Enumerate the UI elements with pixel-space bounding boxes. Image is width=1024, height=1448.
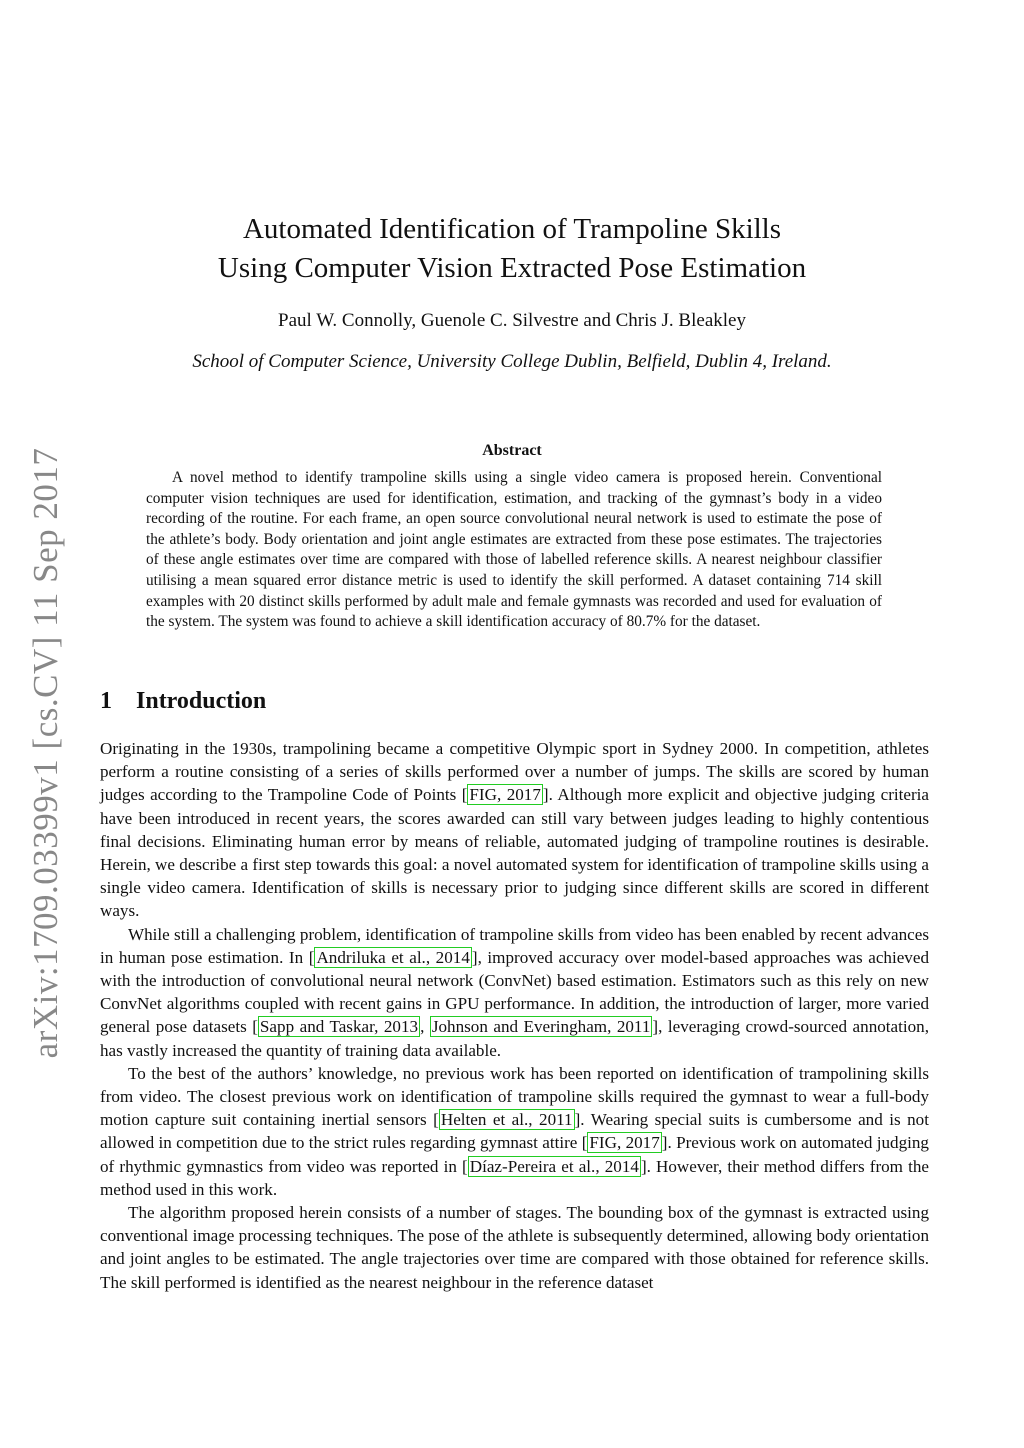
paragraph-3 — [100, 1062, 929, 1201]
section-number: 1 — [100, 688, 112, 714]
arxiv-stamp: arXiv:1709.03399v1 [cs.CV] 11 Sep 2017 — [26, 447, 65, 1059]
citation-link[interactable]: FIG, 2017 — [469, 785, 541, 805]
text-span: ]. Although more explicit and objective judging criteria have been introduced in recent years, the scores awarded can still vary between judges leading to highly contentious final decisions. Eliminating human error by means of reliable, automated judging of trampoline routines is desirable. Herein, we describe a first step towards this goal: a novel automated system for identification of trampoline skills using a single video camera. Identification of skills is necessary prior to judging since different skills are scored in different ways. — [100, 785, 930, 921]
text-span: ], improved accuracy over model-based approaches was achieved with the introduction of convolutional neural network (ConvNet) based estimation. Estimators such as this rely on new ConvNet algorithms coupled with recent gains in GPU performance. In addition, the introduction of larger, more varied general pose datasets [ — [100, 947, 929, 1037]
authors: Paul W. Connolly, Guenole C. Silvestre and Chris J. Bleakley — [278, 310, 746, 331]
citation-link[interactable]: FIG, 2017 — [589, 1133, 660, 1153]
text-span: , — [420, 1017, 430, 1037]
citation-link[interactable]: Johnson and Everingham, 2011 — [431, 1017, 651, 1037]
paragraph-4 — [100, 1201, 929, 1294]
text-span: To the best of the authors’ knowledge, no previous work has been reported on identification of trampolining skills from video. The closest previous work on identification of trampoline skills required the gymnast to wear a full-body motion capture suit containing inertial sensors [ — [100, 1063, 929, 1130]
title-line-2: Using Computer Vision Extracted Pose Estimation — [217, 252, 807, 284]
citation-link[interactable]: Díaz-Pereira et al., 2014 — [469, 1156, 639, 1176]
main-body — [100, 737, 929, 1294]
text-span: ], leveraging crowd-sourced annotation, has vastly increased the quantity of training data available. — [100, 1017, 929, 1060]
arxiv-sidebar — [28, 448, 64, 1058]
title-line-1: Automated Identification of Trampoline Skills — [242, 213, 782, 245]
text-span: ]. Wearing special suits is cumbersome and is not allowed in competition due to the strict rules regarding gymnast attire [ — [100, 1110, 929, 1153]
citation-link[interactable]: Helten et al., 2011 — [440, 1110, 573, 1130]
text-span: ]. Previous work on automated judging of rhythmic gymnastics from video was reported in [ — [100, 1133, 929, 1176]
citation-link[interactable]: Andriluka et al., 2014 — [316, 947, 470, 967]
section-title: Introduction — [136, 688, 267, 714]
citation-link[interactable]: Sapp and Taskar, 2013 — [259, 1017, 419, 1037]
paragraph-2 — [100, 923, 929, 1062]
abstract-text: A novel method to identify trampoline skills using a single video camera is proposed herein. Conventional computer vision techniques are used for identification, estimation, and tracking of the gymnast’s body in a video recording of the routine. For each frame, an open source convolutional neural network is used to estimate the pose of the athlete’s body. Body orientation and joint angle estimates are extracted from these pose estimates. The trajectories of these angle estimates over time are compared with those of labelled reference skills. A nearest neighbour classifier utilising a mean squared error distance metric is used to identify the skill performed. A dataset containing 714 skill examples with 20 distinct skills performed by adult male and female gymnasts was recorded and used for evaluation of the system. The system was found to achieve a skill identification accuracy of 80.7% for the dataset. — [146, 469, 882, 631]
abstract-heading: Abstract — [482, 442, 542, 459]
affiliation: School of Computer Science, University College Dublin, Belfield, Dublin 4, Ireland. — [192, 351, 832, 372]
paper-title — [0, 210, 1024, 288]
text-span: While still a challenging problem, identification of trampoline skills from video has been enabled by recent advances in human pose estimation. In [ — [100, 924, 929, 967]
text-span: ]. However, their method differs from the method used in this work. — [100, 1156, 930, 1199]
abstract — [146, 468, 882, 633]
text-span: The algorithm proposed herein consists of a number of stages. The bounding box of the gymnast is extracted using conventional image processing techniques. The pose of the athlete is subsequently determined, allowing body orientation and joint angles to be estimated. The angle trajectories over time are compared with those obtained for reference skills. The skill performed is identified as the nearest neighbour in the reference dataset — [100, 1203, 929, 1292]
text-span: Originating in the 1930s, trampolining became a competitive Olympic sport in Sydney 2000. In competition, athletes perform a routine consisting of a series of skills performed over a number of jumps. The skills are scored by human judges according to the Trampoline Code of Points [ — [100, 739, 929, 805]
section-heading — [100, 688, 266, 715]
paragraph-1 — [100, 737, 929, 923]
